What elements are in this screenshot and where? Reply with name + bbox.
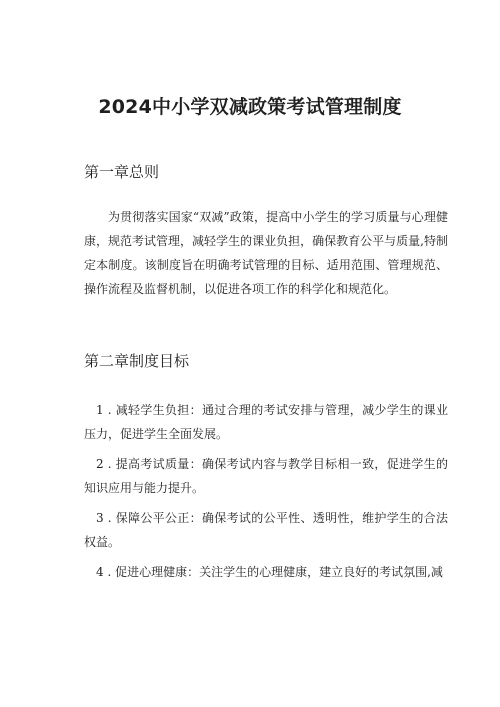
goal-item-number: 2	[96, 457, 104, 471]
document-title: 2024中小学双减政策考试管理制度	[98, 96, 402, 118]
goal-item-2	[84, 452, 448, 500]
chapter-1-paragraph: 为贯彻落实国家“双减”政策，提高中小学生的学习质量与心理健康，规范考试管理，减轻学生的课业负担，确保教育公平与质量,特制定本制度。该制度旨在明确考试管理的目标、适用范围、管理规范、操作流程及监督机制，以促进各项工作的科学化和规范化。	[84, 210, 448, 296]
goal-item-1	[84, 398, 448, 446]
goal-item-4	[84, 560, 448, 584]
goal-item-text: . 保障公平公正：确保考试的公平性、透明性，维护学生的合法权益。	[84, 511, 448, 549]
goal-item-text: . 减轻学生负担：通过合理的考试安排与管理，减少学生的课业压力，促进学生全面发展。	[84, 403, 448, 441]
goal-item-text: . 提高考试质量：确保考试内容与教学目标相一致，促进学生的知识应用与能力提升。	[84, 457, 448, 495]
goal-item-3	[84, 506, 448, 554]
goal-item-number: 1	[96, 403, 104, 417]
goal-item-number: 4	[96, 565, 104, 579]
goal-item-text: . 促进心理健康：关注学生的心理健康，建立良好的考试氛围,减	[103, 565, 443, 579]
chapter-1-heading: 第一章总则	[84, 163, 160, 181]
goal-item-number: 3	[96, 511, 104, 525]
chapter-2-heading: 第二章制度目标	[84, 352, 190, 370]
